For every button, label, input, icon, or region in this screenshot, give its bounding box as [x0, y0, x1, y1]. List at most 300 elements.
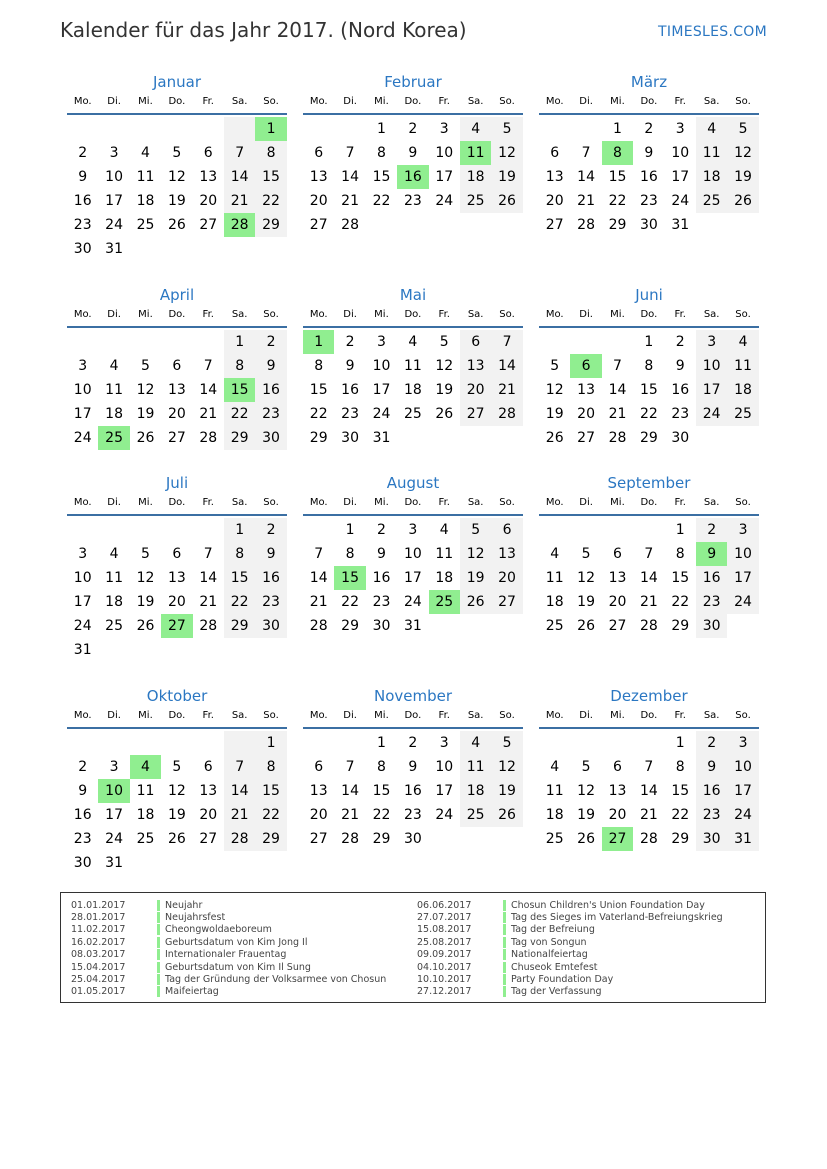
empty-cell [303, 518, 334, 542]
empty-cell [334, 731, 365, 755]
day-cell: 31 [105, 855, 123, 871]
empty-cell [602, 731, 633, 755]
day-cell: 1 [224, 518, 255, 542]
day-cell: 22 [372, 807, 391, 823]
weekday-label: Di. [343, 710, 357, 721]
holiday-name: Neujahrsfest [165, 912, 226, 924]
day-cell: 28 [199, 618, 218, 634]
day-cell: 27 [608, 618, 627, 634]
day-cell: 6 [172, 358, 182, 374]
day-cell: 4 [141, 145, 150, 161]
day-cell: 15 [372, 169, 391, 185]
weekday-label: Mi. [138, 309, 153, 320]
holiday-marker [503, 912, 506, 923]
holiday-date: 01.05.2017 [71, 986, 126, 998]
day-grid [539, 731, 759, 851]
month-oktober [67, 686, 287, 875]
holiday-date: 16.02.2017 [71, 936, 126, 948]
day-cell: 5 [727, 117, 758, 141]
day-cell: 22 [639, 406, 658, 422]
holiday-date: 10.10.2017 [417, 974, 472, 986]
holiday-day-cell: 25 [429, 590, 460, 614]
day-cell: 26 [167, 217, 186, 233]
day-cell: 14 [639, 783, 658, 799]
legend-row [417, 973, 723, 985]
legend-row [71, 899, 386, 911]
weekday-label: So. [735, 309, 751, 320]
weekday-label: Fr. [202, 96, 214, 107]
day-cell: 28 [309, 618, 328, 634]
weekday-label: Do. [168, 710, 186, 721]
day-cell: 5 [581, 759, 591, 775]
weekday-label: Di. [343, 96, 357, 107]
day-grid [303, 117, 523, 237]
day-grid [539, 330, 759, 450]
month-juli [67, 473, 287, 662]
day-cell: 18 [136, 193, 155, 209]
weekday-label: Mi. [610, 497, 625, 508]
day-cell: 11 [460, 755, 491, 779]
day-cell: 19 [491, 779, 522, 803]
weekday-label: Mi. [374, 710, 389, 721]
day-cell: 8 [345, 546, 355, 562]
empty-cell [193, 117, 224, 141]
day-cell: 29 [341, 618, 359, 634]
legend-row [71, 961, 386, 973]
day-cell: 18 [435, 570, 454, 586]
day-cell: 5 [172, 145, 182, 161]
legend-row [417, 911, 723, 923]
day-cell: 16 [696, 779, 727, 803]
weekday-label: Mo. [73, 497, 92, 508]
day-cell: 27 [309, 831, 328, 847]
holiday-date: 09.09.2017 [417, 949, 472, 961]
holiday-name: Tag von Songun [511, 936, 587, 948]
day-cell: 31 [105, 241, 123, 257]
day-cell: 18 [136, 807, 155, 823]
day-cell: 16 [403, 783, 422, 799]
weekday-label: Mo. [309, 497, 328, 508]
day-grid [539, 117, 759, 237]
weekday-label: Do. [168, 309, 186, 320]
weekday-label: Do. [404, 309, 422, 320]
holiday-name: Geburtsdatum von Kim Il Sung [165, 961, 311, 973]
legend-column-right [417, 899, 723, 998]
day-cell: 20 [608, 594, 627, 610]
day-cell: 19 [136, 406, 155, 422]
day-cell: 14 [491, 354, 522, 378]
holiday-marker [503, 962, 506, 973]
month-name: Juni [635, 286, 663, 304]
day-cell: 7 [203, 546, 213, 562]
holiday-marker [157, 986, 160, 997]
weekday-header [303, 95, 523, 115]
weekday-label: Mi. [374, 497, 389, 508]
day-cell: 17 [73, 406, 92, 422]
empty-cell [161, 117, 192, 141]
empty-cell [303, 117, 334, 141]
weekday-label: Sa. [703, 497, 720, 508]
month-name: November [373, 687, 453, 705]
holiday-marker [503, 974, 506, 985]
holiday-name: Cheongwoldaeboreum [165, 924, 272, 936]
weekday-label: Do. [640, 710, 658, 721]
month-name: Mai [399, 286, 427, 304]
day-cell: 28 [199, 430, 218, 446]
empty-cell [570, 518, 601, 542]
day-cell: 6 [203, 145, 213, 161]
holiday-marker [503, 937, 506, 948]
day-cell: 12 [460, 542, 491, 566]
empty-cell [193, 330, 224, 354]
weekday-label: Mi. [138, 710, 153, 721]
day-cell: 15 [639, 382, 658, 398]
day-cell: 30 [341, 430, 359, 446]
day-cell: 11 [105, 382, 123, 398]
day-cell: 4 [550, 546, 560, 562]
day-cell: 3 [109, 145, 119, 161]
day-cell: 3 [439, 735, 449, 751]
day-cell: 2 [696, 731, 727, 755]
day-cell: 13 [577, 382, 595, 398]
day-cell: 7 [644, 759, 654, 775]
day-cell: 5 [172, 759, 182, 775]
holiday-day-cell: 11 [460, 141, 491, 165]
day-cell: 10 [435, 759, 454, 775]
legend-row [417, 949, 723, 961]
holiday-marker [503, 949, 506, 960]
day-cell: 23 [696, 803, 727, 827]
legend-row [71, 924, 386, 936]
empty-cell [98, 731, 129, 755]
day-cell: 13 [199, 783, 218, 799]
holiday-name: Neujahr [165, 899, 203, 911]
day-cell: 13 [309, 783, 328, 799]
weekday-label: Di. [579, 710, 593, 721]
day-cell: 22 [608, 193, 627, 209]
holiday-day-cell: 25 [98, 426, 129, 450]
weekday-header [539, 95, 759, 115]
day-cell: 19 [460, 566, 491, 590]
day-cell: 14 [608, 382, 627, 398]
day-cell: 5 [460, 518, 491, 542]
weekday-header [539, 709, 759, 729]
empty-cell [224, 117, 255, 141]
day-cell: 30 [255, 426, 286, 450]
day-cell: 12 [136, 570, 155, 586]
holiday-marker [157, 962, 160, 973]
weekday-label: Fr. [438, 710, 450, 721]
day-cell: 15 [608, 169, 627, 185]
day-cell: 12 [435, 358, 454, 374]
weekday-label: So. [499, 96, 515, 107]
day-cell: 9 [696, 755, 727, 779]
day-cell: 2 [408, 735, 418, 751]
day-cell: 24 [105, 831, 123, 847]
weekday-label: Sa. [231, 96, 248, 107]
weekday-label: Fr. [674, 710, 686, 721]
holiday-date: 25.04.2017 [71, 974, 126, 986]
day-cell: 10 [73, 570, 92, 586]
weekday-label: Do. [640, 497, 658, 508]
holiday-date: 04.10.2017 [417, 961, 472, 973]
day-cell: 13 [199, 169, 218, 185]
month-name: September [607, 474, 691, 492]
weekday-label: Mi. [374, 96, 389, 107]
day-cell: 10 [403, 546, 422, 562]
day-cell: 10 [671, 145, 690, 161]
day-cell: 14 [199, 570, 218, 586]
day-cell: 11 [435, 546, 454, 562]
weekday-label: Mo. [73, 309, 92, 320]
weekday-label: Sa. [703, 96, 720, 107]
weekday-label: Do. [168, 96, 186, 107]
day-cell: 10 [696, 354, 727, 378]
month-name: Juli [165, 474, 189, 492]
day-cell: 20 [167, 406, 186, 422]
day-cell: 6 [314, 759, 324, 775]
day-cell: 4 [550, 759, 560, 775]
weekday-label: Mo. [309, 309, 328, 320]
day-cell: 19 [435, 382, 454, 398]
weekday-label: Mo. [309, 710, 328, 721]
day-cell: 23 [73, 831, 92, 847]
day-cell: 9 [255, 542, 286, 566]
day-grid [67, 330, 287, 450]
empty-cell [130, 518, 161, 542]
day-cell: 19 [577, 594, 595, 610]
day-cell: 24 [372, 406, 391, 422]
holiday-marker [157, 974, 160, 985]
holiday-name: Tag des Sieges im Vaterland-Befreiungskrieg [511, 912, 723, 924]
legend-row [417, 924, 723, 936]
day-cell: 16 [255, 566, 286, 590]
day-cell: 15 [671, 570, 690, 586]
day-cell: 17 [435, 169, 454, 185]
month-name: August [386, 474, 440, 492]
holiday-name: Internationaler Frauentag [165, 949, 287, 961]
day-cell: 1 [644, 334, 654, 350]
weekday-label: Di. [107, 309, 121, 320]
day-cell: 28 [639, 618, 658, 634]
weekday-label: Di. [579, 309, 593, 320]
holiday-day-cell: 27 [161, 614, 192, 638]
day-cell: 7 [314, 546, 324, 562]
day-cell: 11 [727, 354, 758, 378]
day-cell: 6 [613, 759, 622, 775]
empty-cell [539, 518, 570, 542]
day-cell: 28 [577, 217, 595, 233]
weekday-label: Di. [343, 497, 357, 508]
day-cell: 25 [545, 831, 564, 847]
holiday-name: Tag der Befreiung [511, 924, 595, 936]
day-cell: 24 [696, 402, 727, 426]
empty-cell [539, 330, 570, 354]
day-cell: 2 [345, 334, 355, 350]
empty-cell [334, 117, 365, 141]
day-cell: 23 [255, 402, 286, 426]
day-cell: 21 [639, 807, 658, 823]
day-cell: 6 [550, 145, 560, 161]
day-cell: 20 [309, 807, 328, 823]
day-cell: 5 [141, 546, 150, 562]
day-cell: 27 [199, 217, 218, 233]
day-cell: 3 [78, 546, 88, 562]
day-cell: 20 [577, 406, 595, 422]
day-cell: 3 [675, 121, 685, 137]
day-cell: 4 [109, 546, 119, 562]
day-cell: 16 [341, 382, 359, 398]
day-cell: 12 [727, 141, 758, 165]
weekday-label: Mi. [610, 309, 625, 320]
weekday-label: Sa. [467, 710, 484, 721]
day-cell: 18 [545, 594, 564, 610]
day-cell: 29 [255, 827, 286, 851]
empty-cell [161, 330, 192, 354]
weekday-label: So. [263, 497, 279, 508]
day-cell: 29 [671, 618, 690, 634]
day-cell: 24 [73, 618, 92, 634]
day-cell: 13 [491, 542, 522, 566]
weekday-label: Sa. [231, 497, 248, 508]
empty-cell [224, 731, 255, 755]
day-cell: 28 [341, 217, 359, 233]
day-cell: 26 [727, 189, 758, 213]
weekday-label: Fr. [438, 96, 450, 107]
holiday-legend [60, 892, 766, 1003]
empty-cell [570, 117, 601, 141]
day-cell: 30 [73, 241, 92, 257]
day-cell: 12 [491, 755, 522, 779]
holiday-marker [157, 912, 160, 923]
month-september [539, 473, 759, 638]
day-cell: 24 [727, 803, 758, 827]
day-cell: 21 [224, 803, 255, 827]
day-cell: 23 [696, 590, 727, 614]
holiday-date: 11.02.2017 [71, 924, 126, 936]
holiday-day-cell: 4 [130, 755, 161, 779]
holiday-name: Party Foundation Day [511, 974, 614, 986]
day-cell: 14 [199, 382, 218, 398]
weekday-label: Sa. [467, 497, 484, 508]
day-cell: 11 [403, 358, 422, 374]
day-cell: 9 [644, 145, 654, 161]
day-cell: 21 [199, 406, 218, 422]
empty-cell [67, 330, 98, 354]
day-cell: 11 [105, 570, 123, 586]
day-cell: 3 [78, 358, 88, 374]
day-cell: 26 [577, 831, 595, 847]
day-cell: 23 [403, 193, 422, 209]
day-cell: 17 [435, 783, 454, 799]
day-cell: 9 [675, 358, 685, 374]
empty-cell [67, 518, 98, 542]
month-dezember [539, 686, 759, 851]
day-cell: 16 [696, 566, 727, 590]
month-januar [67, 72, 287, 261]
month-name: Januar [153, 73, 201, 91]
month-april [67, 285, 287, 450]
weekday-label: Do. [404, 710, 422, 721]
month-name: April [159, 286, 195, 304]
weekday-label: Mi. [610, 96, 625, 107]
day-cell: 25 [696, 189, 727, 213]
day-cell: 30 [73, 855, 92, 871]
day-cell: 26 [491, 189, 522, 213]
holiday-name: Tag der Gründung der Volksarmee von Chosun [165, 974, 387, 986]
day-cell: 18 [105, 406, 123, 422]
day-cell: 17 [403, 570, 422, 586]
day-cell: 19 [727, 165, 758, 189]
day-cell: 16 [73, 807, 92, 823]
day-cell: 7 [224, 755, 255, 779]
day-cell: 23 [73, 217, 92, 233]
holiday-day-cell: 28 [224, 213, 255, 237]
weekday-label: Sa. [703, 309, 720, 320]
month-juni [539, 285, 759, 450]
day-cell: 30 [671, 430, 690, 446]
day-cell: 17 [73, 594, 92, 610]
day-cell: 2 [78, 145, 88, 161]
day-cell: 31 [727, 827, 758, 851]
day-cell: 11 [545, 783, 564, 799]
day-cell: 23 [639, 193, 658, 209]
day-cell: 1 [377, 121, 386, 137]
day-cell: 29 [255, 213, 286, 237]
weekday-label: Mo. [309, 96, 328, 107]
day-cell: 26 [460, 590, 491, 614]
day-cell: 4 [408, 334, 418, 350]
day-cell: 12 [167, 783, 186, 799]
day-cell: 4 [727, 330, 758, 354]
day-cell: 25 [105, 618, 123, 634]
day-cell: 22 [255, 189, 286, 213]
day-cell: 23 [341, 406, 359, 422]
day-cell: 20 [199, 193, 218, 209]
day-cell: 8 [377, 759, 386, 775]
weekday-label: Di. [343, 309, 357, 320]
weekday-label: Fr. [202, 309, 214, 320]
day-cell: 21 [341, 807, 359, 823]
day-cell: 3 [727, 518, 758, 542]
day-cell: 9 [78, 783, 88, 799]
day-cell: 19 [545, 406, 564, 422]
day-cell: 24 [435, 193, 454, 209]
day-cell: 22 [309, 406, 328, 422]
day-cell: 22 [341, 594, 359, 610]
day-cell: 29 [372, 831, 391, 847]
day-cell: 7 [345, 145, 355, 161]
day-cell: 22 [224, 590, 255, 614]
weekday-label: So. [263, 710, 279, 721]
holiday-marker [157, 900, 160, 911]
day-cell: 13 [167, 570, 186, 586]
day-cell: 24 [671, 193, 690, 209]
holiday-name: Nationalfeiertag [511, 949, 588, 961]
weekday-label: Mo. [73, 96, 92, 107]
legend-row [71, 986, 386, 998]
day-cell: 18 [403, 382, 422, 398]
day-cell: 11 [696, 141, 727, 165]
day-cell: 19 [167, 807, 186, 823]
day-cell: 19 [167, 193, 186, 209]
day-cell: 8 [255, 141, 286, 165]
day-cell: 27 [199, 831, 218, 847]
weekday-label: Mo. [73, 710, 92, 721]
day-cell: 4 [460, 117, 491, 141]
site-link[interactable]: TIMESLES.COM [658, 24, 767, 40]
empty-cell [98, 330, 129, 354]
